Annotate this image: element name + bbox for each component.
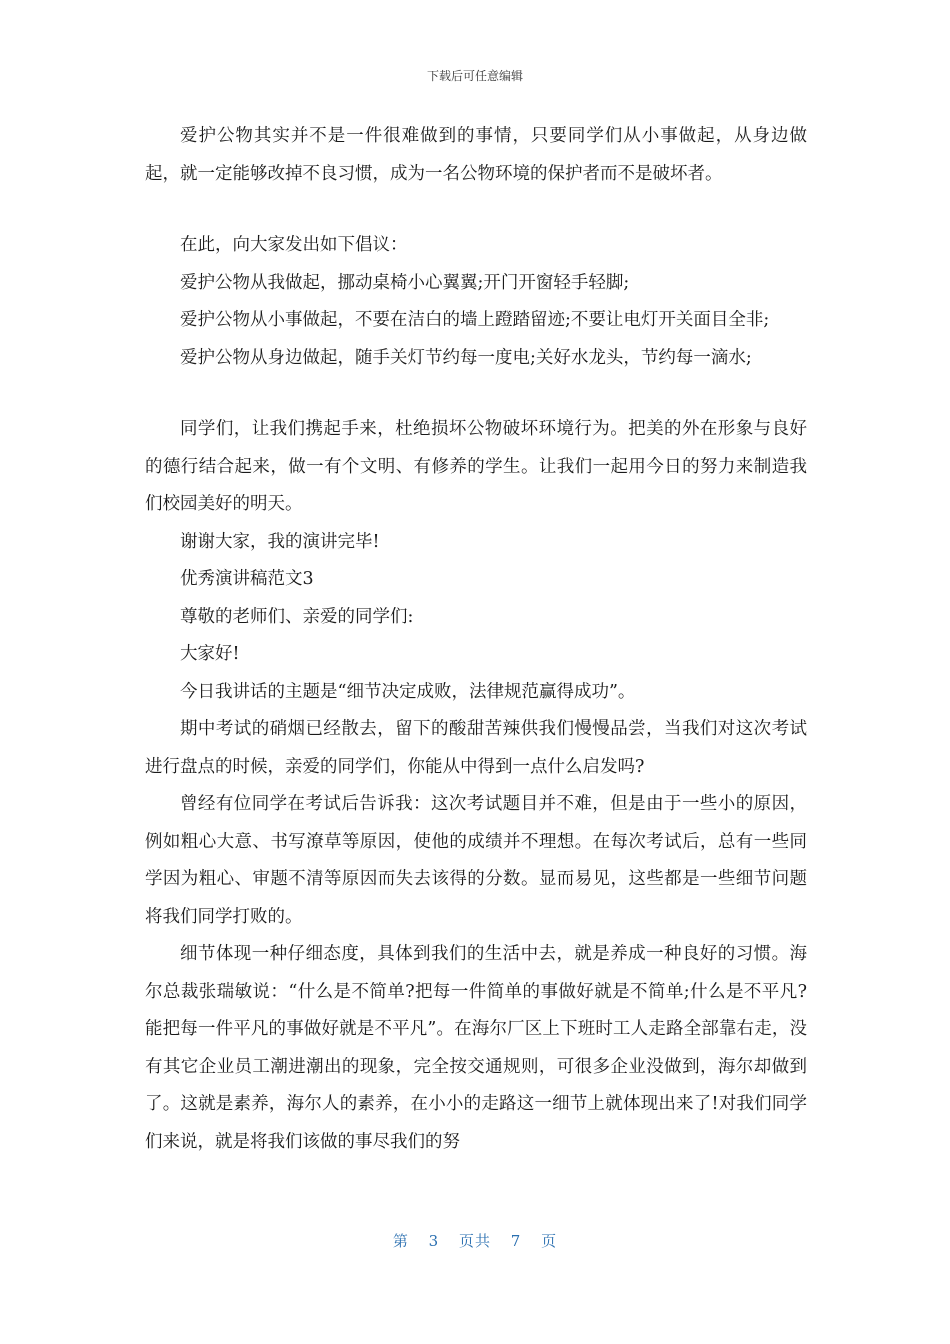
page-footer: 第 3 页共 7 页 (392, 1232, 558, 1250)
paragraph: 爱护公物从身边做起，随手关灯节约每一度电;关好水龙头，节约每一滴水; (180, 347, 752, 368)
paragraph: 爱护公物从小事做起，不要在洁白的墙上蹬踏留迹;不要让电灯开关面目全非; (180, 310, 770, 330)
paragraph: 今日我讲话的主题是“细节决定成败，法律规范赢得成功”。 (180, 681, 636, 702)
paragraph: 细节体现一种仔细态度，具体到我们的生活中去，就是养成一种良好的习惯。海尔总裁张瑞敏说：“什么是不简单?把每一件简单的事做好就是不简单;什么是不平凡?能把每一件平凡的事做好就是不平凡”。在海尔厂区上下班时工人走路全部靠右走，没有其它企业员工潮进潮出的现象，完全按交通规则，可很多企业没做到，海尔却做到了。这就是素养，海尔人的素养，在小小的走路这一细节上就体现出来了!对我们同学们来说，就是将我们该做的事尽我们的努 (145, 944, 807, 1152)
document-body (145, 118, 807, 1161)
paragraph: 期中考试的硝烟已经散去，留下的酸甜苦辣供我们慢慢品尝，当我们对这次考试进行盘点的时候，亲爱的同学们，你能从中得到一点什么启发吗? (145, 719, 807, 777)
paragraph: 谢谢大家，我的演讲完毕! (180, 531, 380, 552)
salutation: 尊敬的老师们、亲爱的同学们: (180, 606, 414, 627)
page-header: 下载后可任意编辑 (426, 69, 523, 83)
paragraph: 在此，向大家发出如下倡议： (180, 235, 408, 255)
paragraph: 同学们，让我们携起手来，杜绝损坏公物破坏环境行为。把美的外在形象与良好的德行结合起来，做一有个文明、有修养的学生。让我们一起用今日的努力来制造我们校园美好的明天。 (145, 419, 807, 514)
paragraph: 爱护公物其实并不是一件很难做到的事情，只要同学们从小事做起，从身边做起，就一定能够改掉不良习惯，成为一名公物环境的保护者而不是破坏者。 (145, 126, 807, 184)
paragraph: 爱护公物从我做起，挪动桌椅小心翼翼;开门开窗轻手轻脚; (180, 272, 630, 293)
paragraph: 曾经有位同学在考试后告诉我：这次考试题目并不难，但是由于一些小的原因，例如粗心大意、书写潦草等原因，使他的成绩并不理想。在每次考试后，总有一些同学因为粗心、审题不清等原因而失去该得的分数。显而易见，这些都是一些细节问题将我们同学打败的。 (145, 794, 807, 927)
section-title: 优秀演讲稿范文3 (180, 569, 314, 589)
greeting: 大家好! (180, 644, 240, 664)
